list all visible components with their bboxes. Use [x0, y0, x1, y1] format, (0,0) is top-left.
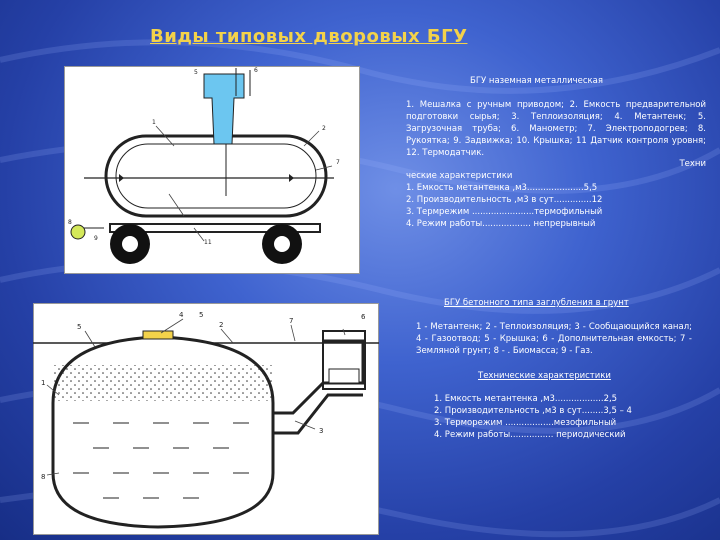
diagram-metal-bgu	[64, 66, 360, 274]
spec-item: 3. Термрежим .......................термофильный	[406, 207, 603, 217]
section2-tech-head: Технические характеристики	[478, 371, 611, 381]
spec-item: 1. Емкость метантенка ,м3..................2,5	[434, 394, 618, 404]
diagram1-label: 7	[336, 159, 340, 166]
spec-item: 4. Режим работы.................. непрерывный	[406, 219, 596, 229]
diagram1-label: 11	[204, 239, 212, 246]
diagram1-label: 9	[94, 235, 98, 242]
diagram1-label: 8	[68, 219, 72, 226]
diagram2-label: 3	[319, 427, 324, 435]
section1-tech-head: Техни	[679, 159, 706, 169]
spec-item: 2. Производительность ,м3 в сут........3,5 – 4	[434, 406, 632, 416]
spec-item: 2. Производительность ,м3 в сут..............12	[406, 195, 603, 205]
diagram-concrete-bgu	[33, 303, 379, 535]
section1-specs	[406, 182, 602, 230]
section1-title: БГУ наземная металлическая	[470, 76, 603, 86]
page-title: Виды типовых дворовых БГУ	[150, 26, 468, 47]
spec-item: 1. Емкость метантенка ,м3.....................5,5	[406, 183, 598, 193]
section2-specs	[434, 393, 632, 441]
diagram2-label: 6	[361, 313, 366, 321]
diagram2-label: 5	[199, 311, 204, 319]
spec-item: 4. Режим работы................ периодический	[434, 430, 626, 440]
diagram2-label: 5	[77, 323, 82, 331]
diagram2-label: 4	[179, 311, 184, 319]
section1-description: 1. Мешалка с ручным приводом; 2. Емкость предварительной подготовки сырья; 3. Теплоизоляция; 4. Метантенк; 5. Загрузочная труба; 6. Манометр; 7. Электроподогрев; 8. Рукоятка; 9. Задвижка; 10. Крышка; 11 Датчик контроля уровня; 12. Термодатчик.	[406, 100, 706, 158]
diagram2-label: 7	[289, 317, 294, 325]
diagram2-label: 8	[41, 473, 46, 481]
diagram1-label: 1	[152, 119, 156, 126]
spec-item: 3. Терморежим ..................мезофильный	[434, 418, 617, 428]
diagram1-label: 5	[194, 69, 198, 76]
section2-title: БГУ бетонного типа заглубления в грунт	[444, 298, 629, 308]
diagram2-label: 2	[219, 321, 224, 329]
diagram1-label: 6	[254, 67, 258, 74]
diagram2-label: 1	[41, 379, 46, 387]
diagram1-label: 2	[322, 125, 326, 132]
section2-description: 1 - Метантенк; 2 - Теплоизоляция; 3 - Сообщающийся канал; 4 - Газоотвод; 5 - Крышка; 6 - Дополнительная емкость; 7 - Земляной грунт; 8 - . Биомасса; 9 - Газ.	[416, 322, 692, 356]
section1-tech-cont: ческие характеристики	[406, 171, 513, 181]
